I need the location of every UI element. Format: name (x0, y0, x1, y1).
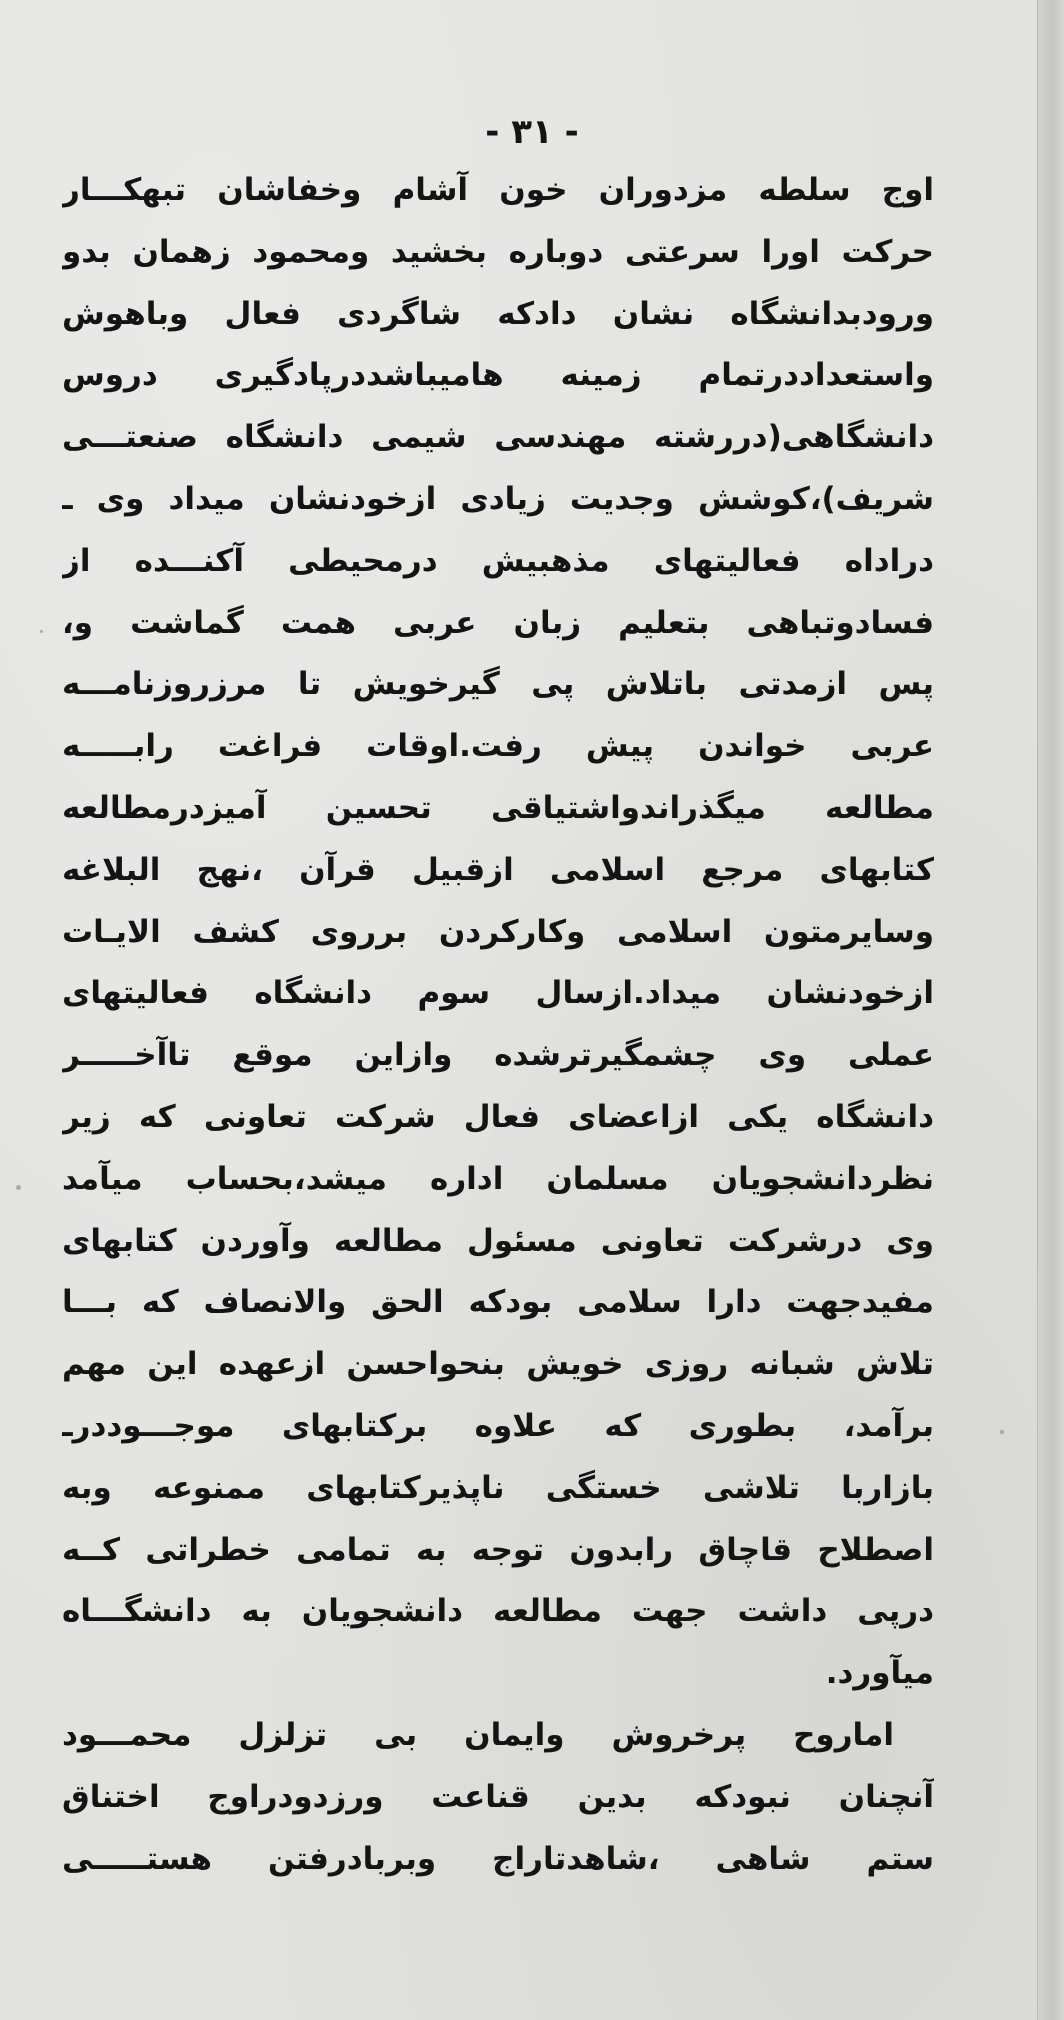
text-line: مطالعه میگذراندواشتیاقی تحسین آمیزدرمطالعه (62, 789, 934, 826)
text-line: وی درشرکت تعاونی مسئول مطالعه وآوردن کتابهای (62, 1222, 934, 1259)
text-line: اوج سلطه مزدوران خون آشام وخفاشان تبهکـــار (62, 172, 934, 208)
text-line: نظردانشجویان مسلمان اداره میشد،بحساب میآمد (62, 1160, 934, 1197)
scan-speck (1000, 1430, 1004, 1434)
text-line: دراداه فعالیتهای مذهبیش درمحیطی آکنـــده از (62, 542, 934, 579)
text-line: درپی داشت جهت مطالعه دانشجویان به دانشگـــاه (62, 1593, 934, 1630)
text-line: واستعداددرتمام زمینه هامیباشددرپادگیری دروس (62, 357, 934, 394)
scan-speck (16, 1185, 21, 1190)
text-line: اصطلاح قاچاق رابدون توجه به تمامی خطراتی کــه (62, 1531, 934, 1568)
text-line: عربی خواندن پیش رفت.اوقات فراغت رابـــــه (62, 728, 934, 765)
text-line: کتابهای مرجع اسلامی ازقبیل قرآن ،نهج البلاغه (62, 851, 934, 888)
text-line: شریف)،کوشش وجدیت زیادی ازخودنشان میداد وی ـ (62, 480, 934, 517)
text-line: آنچنان نبودکه بدین قناعت ورزدودراوج اختناق (62, 1778, 934, 1815)
text-line: دانشگاه یکی ازاعضای فعال شرکت تعاونی که زیر (62, 1098, 934, 1135)
text-line: ازخودنشان میداد.ازسال سوم دانشگاه فعالیتهای (62, 975, 934, 1012)
body-text (62, 160, 934, 1890)
text-line: عملی وی چشمگیرترشده وازاین موقع تاآخـــــر (62, 1037, 934, 1074)
text-line: پس ازمدتی باتلاش پی گیرخویش تا مرزروزنامـــه (62, 666, 934, 703)
text-line: وسایرمتون اسلامی وکارکردن برروی کشف الایـات (62, 913, 934, 950)
text-line: میآورد. (825, 1655, 934, 1692)
scan-speck (40, 630, 43, 633)
text-line: حرکت اورا سرعتی دوباره بخشید ومحمود زهمان بدو (62, 233, 934, 270)
text-line: ورودبدانشگاه نشان دادکه شاگردی فعال وباهوش (62, 295, 934, 332)
page-number: - ٣١ - (485, 112, 579, 152)
page-binding-edge (1037, 0, 1064, 2020)
text-line: تلاش شبانه روزی خویش بنحواحسن ازعهده این مهم (62, 1346, 934, 1383)
text-line: بازاربا تلاشی خستگی ناپذیرکتابهای ممنوعه وبه (62, 1469, 934, 1506)
text-line: برآمد، بطوری که علاوه برکتابهای موجـــوددرـ (62, 1407, 934, 1444)
text-line: مفیدجهت دارا سلامی بودکه الحق والانصاف که بـــا (62, 1284, 934, 1321)
paragraph-first-line: اماروح پرخروش وایمان بی تزلزل محمـــود (62, 1716, 894, 1753)
text-line: دانشگاهی(دررشته مهندسی شیمی دانشگاه صنعتـــی (62, 419, 934, 456)
text-line: ستم شاهی ،شاهدتاراج وبربادرفتن هستـــــی (62, 1840, 934, 1877)
text-line: فسادوتباهی بتعلیم زبان عربی همت گماشت و، (62, 604, 934, 641)
